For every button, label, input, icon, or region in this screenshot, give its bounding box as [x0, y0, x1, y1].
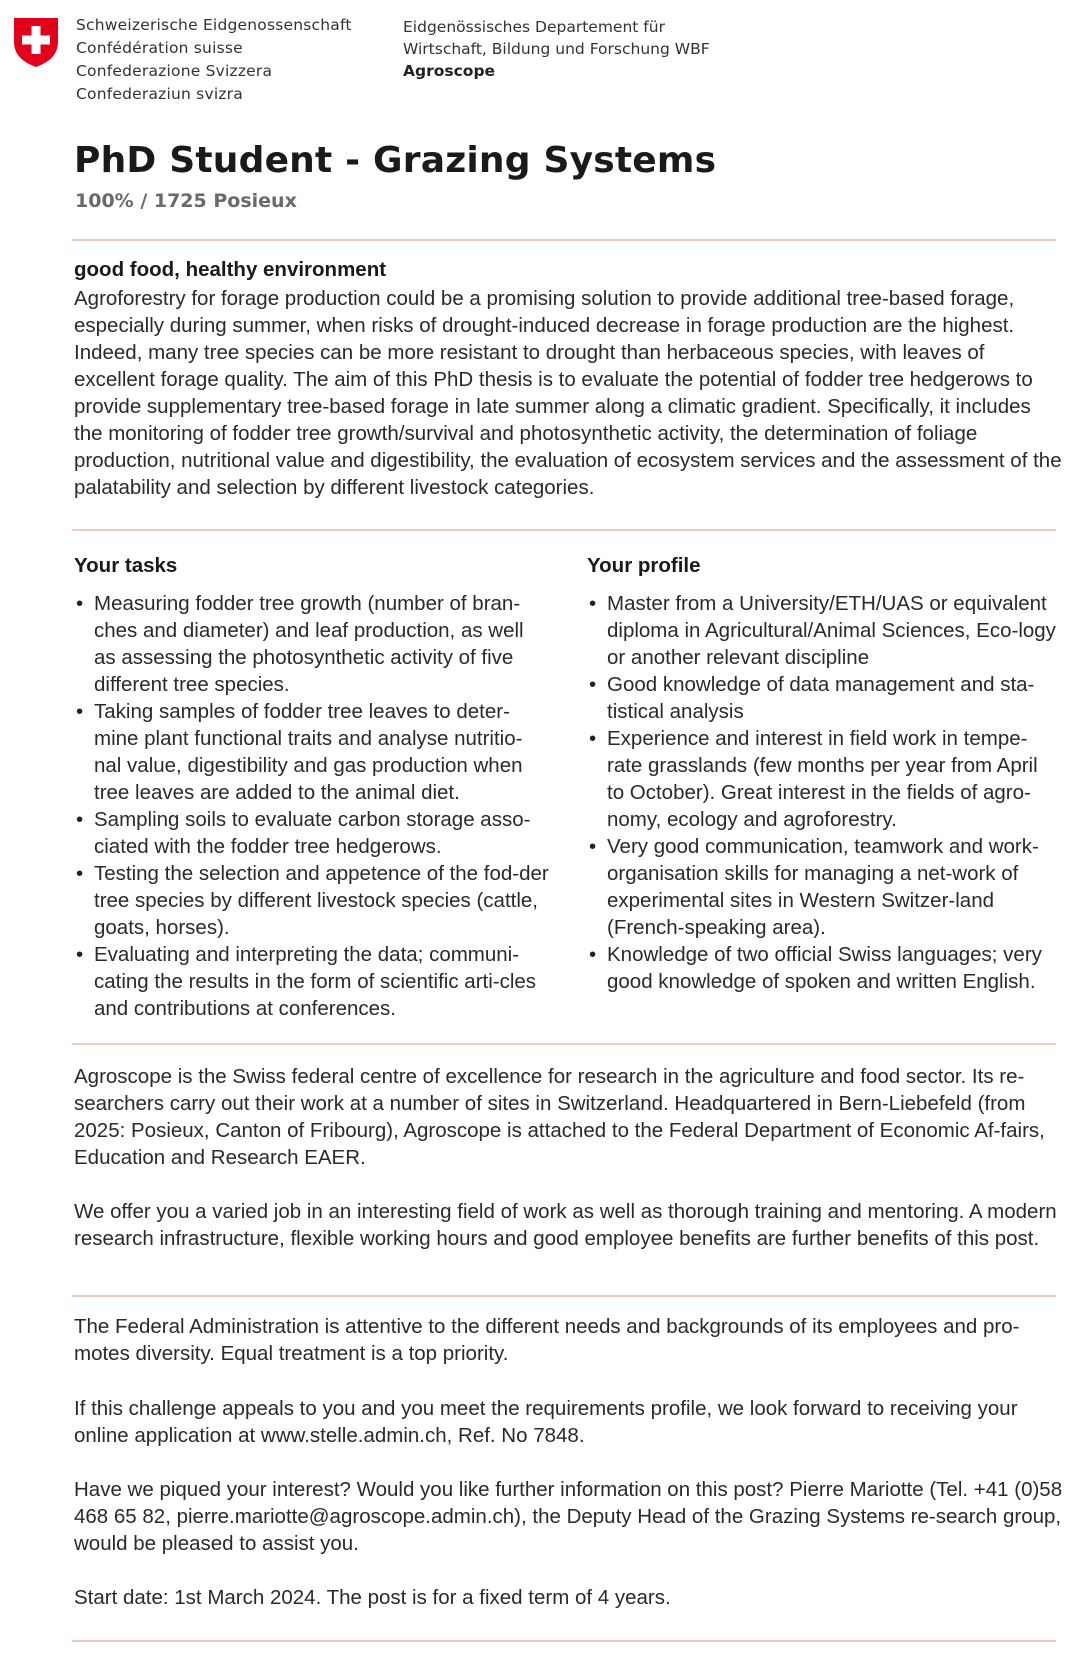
divider [72, 1640, 1056, 1642]
list-item: • Master from a University/ETH/UAS or equivalent diploma in Agricultural/Animal Sciences, Eco-logy or another relevant discipline [587, 590, 1057, 671]
about-paragraph-2: We offer you a varied job in an interesting field of work as well as thorough training and mentoring. A modern research infrastructure, flexible working hours and good employee benefits are further benefits of this post. [74, 1200, 1057, 1250]
department-line-2: Wirtschaft, Bildung und Forschung WBF [403, 40, 710, 58]
closing-paragraph-3: Have we piqued your interest? Would you like further information on this post? Pierre Mariotte (Tel. +41 (0)58 468 65 82, pierre.mariotte@agroscope.admin.ch), the Deputy Head of the Grazing Systems re-search group, would be pleased to assist you. [74, 1478, 1063, 1555]
swiss-cross-shield-icon [12, 16, 60, 68]
about-paragraph-1: Agroscope is the Swiss federal centre of excellence for research in the agriculture and food sector. Its re-searchers carry out their work at a number of sites in Switzerland. Headquartered in Bern-Liebefeld (from 2025: Posieux, Canton of Fribourg), Agroscope is attached to the Federal Department of Economic Af-fairs, Education and Research EAER. [74, 1065, 1045, 1169]
intro-heading: good food, healthy environment [74, 258, 387, 281]
confederation-name-fr: Confédération suisse [76, 39, 243, 57]
organisation-name: Agroscope [403, 62, 496, 80]
list-item: • Very good communication, teamwork and work-organisation skills for managing a net-work of experimental sites in Western Switzer-land (French-speaking area). [587, 833, 1057, 941]
divider [72, 1043, 1056, 1045]
confederation-name-it: Confederazione Svizzera [76, 62, 273, 80]
divider [72, 529, 1056, 531]
intro-body: Agroforestry for forage production could be a promising solution to provide additional tree-based forage, especially during summer, when risks of drought-induced decrease in forage production are the highest. Indeed, many tree species can be more resistant to drought than herbaceous species, with leaves of excellent forage quality. The aim of this PhD thesis is to evaluate the potential of fodder tree hedgerows to provide supplementary tree-based forage in late summer along a climatic gradient. Specifically, it includes the monitoring of fodder tree growth/survival and photosynthetic activity, the determination of foliage production, nutritional value and digestibility, the evaluation of ecosystem services and the assessment of the palatability and selection by different livestock categories. [74, 287, 1062, 499]
confederation-names [76, 14, 352, 106]
list-item: • Evaluating and interpreting the data; communi-cating the results in the form of scientific arti-cles and contributions at conferences. [74, 941, 549, 1022]
department-line-1: Eidgenössisches Departement für [403, 18, 665, 36]
job-subtitle: 100% / 1725 Posieux [75, 190, 297, 212]
tasks-list [74, 590, 549, 1022]
list-item: • Knowledge of two official Swiss languages; very good knowledge of spoken and written English. [587, 941, 1057, 995]
divider [72, 1295, 1056, 1297]
tasks-heading: Your tasks [74, 554, 178, 577]
department-block [403, 16, 710, 82]
list-item: • Taking samples of fodder tree leaves to deter-mine plant functional traits and analyse nutritio-nal value, digestibility and gas production when tree leaves are added to the animal diet. [74, 698, 549, 806]
closing-paragraph-1: The Federal Administration is attentive to the different needs and backgrounds of its employees and pro-motes diversity. Equal treatment is a top priority. [74, 1315, 1020, 1365]
confederation-name-rm: Confederaziun svizra [76, 85, 243, 103]
job-title: PhD Student - Grazing Systems [74, 140, 717, 181]
profile-heading: Your profile [587, 554, 701, 577]
closing-paragraph-2: If this challenge appeals to you and you meet the requirements profile, we look forward to receiving your online application at www.stelle.admin.ch, Ref. No 7848. [74, 1397, 1018, 1447]
list-item: • Testing the selection and appetence of the fod-der tree species by different livestock species (cattle, goats, horses). [74, 860, 549, 941]
page-header [0, 0, 1080, 110]
list-item: • Measuring fodder tree growth (number of bran-ches and diameter) and leaf production, as well as assessing the photosynthetic activity of five different tree species. [74, 590, 549, 698]
list-item: • Good knowledge of data management and sta-tistical analysis [587, 671, 1057, 725]
confederation-name-de: Schweizerische Eidgenossenschaft [76, 16, 352, 34]
divider [72, 239, 1056, 241]
start-date: Start date: 1st March 2024. The post is for a fixed term of 4 years. [74, 1586, 671, 1609]
list-item: • Sampling soils to evaluate carbon storage asso-ciated with the fodder tree hedgerows. [74, 806, 549, 860]
list-item: • Experience and interest in field work in tempe-rate grasslands (few months per year from April to October). Great interest in the fields of agro-nomy, ecology and agroforestry. [587, 725, 1057, 833]
profile-list [587, 590, 1057, 995]
